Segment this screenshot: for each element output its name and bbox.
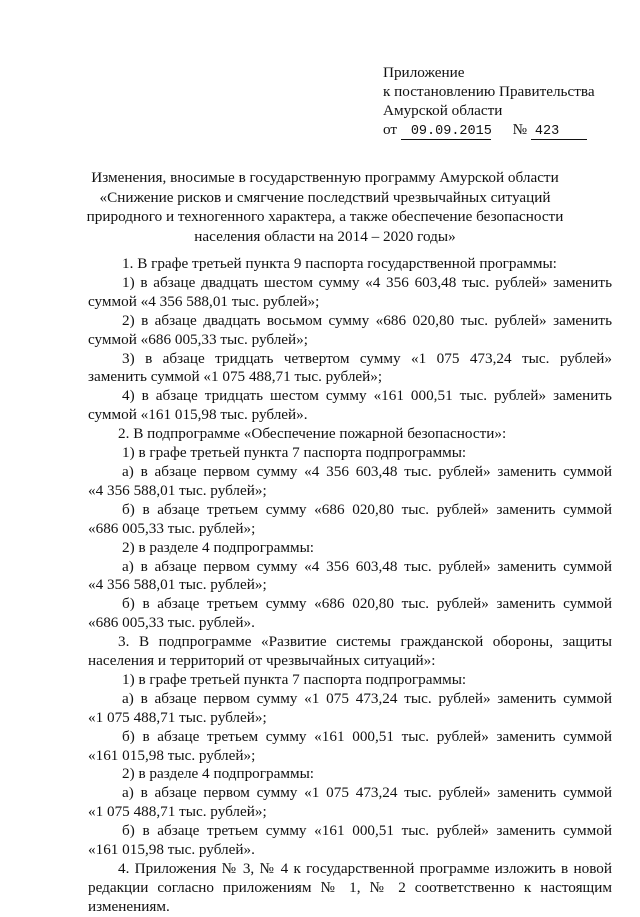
body-line: 2. В подпрограмме «Обеспечение пожарной безопасности»: <box>118 425 507 443</box>
body-line: б) в абзаце третьем сумму «161 000,51 тыс. рублей» заменить суммой <box>122 822 612 840</box>
body-line: суммой «161 015,98 тыс. рублей». <box>88 406 308 424</box>
body-line: 1. В графе третьей пункта 9 паспорта государственной программы: <box>122 255 557 272</box>
body-line: б) в абзаце третьем сумму «686 020,80 тыс. рублей» заменить суммой <box>122 500 612 518</box>
appendix-line: Амурской области <box>383 102 503 119</box>
body-line: 3) в абзаце тридцать четвертом сумму «1 075 473,24 тыс. рублей» <box>122 349 612 367</box>
body-line: «161 015,98 тыс. рублей»; <box>88 746 256 764</box>
date-prefix: от <box>383 121 398 138</box>
title-line: «Снижение рисков и смягчение последствий чрезвычайных ситуаций <box>99 188 551 206</box>
body-line: а) в абзаце первом сумму «4 356 603,48 тыс. рублей» заменить суммой <box>122 557 612 575</box>
body-line: «686 005,33 тыс. рублей». <box>88 614 255 632</box>
body-line: «4 356 588,01 тыс. рублей»; <box>88 576 267 594</box>
document-body <box>88 255 612 917</box>
body-line: суммой «686 005,33 тыс. рублей»; <box>88 330 308 348</box>
appendix-header <box>383 63 595 140</box>
body-line: а) в абзаце первом сумму «4 356 603,48 тыс. рублей» заменить суммой <box>122 462 612 480</box>
body-line: а) в абзаце первом сумму «1 075 473,24 тыс. рублей» заменить суммой <box>122 689 612 707</box>
body-line: 4. Приложения № 3, № 4 к государственной программе изложить в новой <box>118 860 612 877</box>
appendix-date-line <box>383 120 595 140</box>
appendix-line: к постановлению Правительства <box>383 83 595 100</box>
body-line: «686 005,33 тыс. рублей»; <box>88 519 256 537</box>
body-line: изменениям. <box>88 897 170 915</box>
resolution-number: 423 <box>531 124 587 140</box>
body-line: 4) в абзаце тридцать шестом сумму «161 000,51 тыс. рублей» заменить <box>122 387 612 405</box>
body-line: «161 015,98 тыс. рублей». <box>88 841 255 859</box>
body-line: б) в абзаце третьем сумму «161 000,51 тыс. рублей» заменить суммой <box>122 727 612 745</box>
body-line: «4 356 588,01 тыс. рублей»; <box>88 481 267 499</box>
document-title <box>80 168 570 246</box>
body-line: 1) в графе третьей пункта 7 паспорта подпрограммы: <box>122 444 467 462</box>
body-line: населения и территорий от чрезвычайных ситуаций»: <box>88 652 436 670</box>
body-line: 1) в абзаце двадцать шестом сумму «4 356 603,48 тыс. рублей» заменить <box>122 273 612 291</box>
title-line: Изменения, вносимые в государственную программу Амурской области <box>91 169 559 186</box>
body-line: редакции согласно приложениям № 1, № 2 соответственно к настоящим <box>88 878 612 896</box>
body-line: 2) в разделе 4 подпрограммы: <box>122 538 314 556</box>
body-line: а) в абзаце первом сумму «1 075 473,24 тыс. рублей» заменить суммой <box>122 784 612 802</box>
body-line: 3. В подпрограмме «Развитие системы гражданской обороны, защиты <box>118 633 612 651</box>
body-line: 1) в графе третьей пункта 7 паспорта подпрограммы: <box>122 670 467 688</box>
body-line: 2) в разделе 4 подпрограммы: <box>122 765 314 783</box>
title-line: природного и техногенного характера, а также обеспечение безопасности <box>86 208 564 225</box>
body-line: 2) в абзаце двадцать восьмом сумму «686 020,80 тыс. рублей» заменить <box>122 311 612 329</box>
title-line: населения области на 2014 – 2020 годы» <box>194 227 456 245</box>
body-line: «1 075 488,71 тыс. рублей»; <box>88 708 267 726</box>
body-line: «1 075 488,71 тыс. рублей»; <box>88 803 267 821</box>
resolution-date: 09.09.2015 <box>401 124 491 140</box>
body-line: заменить суммой «1 075 488,71 тыс. рублей»; <box>88 368 383 386</box>
appendix-line: Приложение <box>383 64 465 81</box>
body-line: суммой «4 356 588,01 тыс. рублей»; <box>88 292 320 310</box>
number-prefix: № <box>512 121 528 138</box>
body-line: б) в абзаце третьем сумму «686 020,80 тыс. рублей» заменить суммой <box>122 595 612 613</box>
